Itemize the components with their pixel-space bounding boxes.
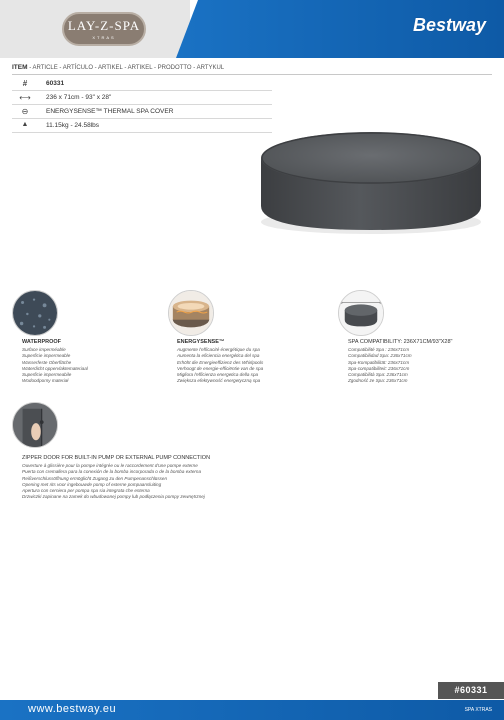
- feature-line: Apertura con cerniera per pompa spa sia integrata che esterna: [22, 488, 150, 494]
- feature-line: Aumenta la eficiencia energética del spa: [177, 353, 260, 359]
- spec-code: 60331: [46, 80, 65, 87]
- spec-weight: 11.15kg - 24.58lbs: [46, 122, 99, 129]
- feature-lines: [177, 347, 327, 385]
- spa-compatibility-thumbnail: [338, 290, 384, 336]
- logo-name: LAY-Z-SPA: [67, 18, 141, 33]
- feature-line: Wasserfeste Oberfläche: [22, 359, 72, 365]
- feature-waterproof: [22, 339, 162, 385]
- feature-line: Spa-compatibiliteit: 236x71cm: [348, 365, 410, 371]
- feature-lines: [348, 347, 498, 385]
- feature-line: Puerta con cremallera para la conexión de la bomba incorporada o de la bomba externa: [22, 469, 202, 475]
- feature-line: Spa-Kompatibilität: 236x71cm: [348, 359, 410, 365]
- feature-line: Reißverschlussöffnung ermöglicht Zugang zu den Pumpenanschlüssen: [22, 475, 168, 481]
- waterproof-thumbnail: [12, 290, 58, 336]
- bestway-logo: [413, 15, 486, 36]
- feature-line: Superficie impermeable: [22, 353, 71, 359]
- feature-line: Wodoodporny materiał: [22, 378, 69, 384]
- feature-line: Compatibilità Spa: 236x71cm: [348, 372, 408, 378]
- spa-cover-image: [258, 130, 484, 236]
- feature-line: Zwiększa efektywność energetyczną spa: [177, 378, 261, 384]
- feature-line: Waterdicht oppervlaktemateriaal: [22, 365, 88, 371]
- feature-line: Surface imperméable: [22, 347, 66, 352]
- page-header: [0, 0, 504, 58]
- feature-zipper-door: [22, 455, 322, 501]
- hash-icon: #: [22, 79, 28, 88]
- feature-line: Drzwiczki zapinane na zamek do wbudowanej pompy lub podłączenia pompy zewnętrznej: [22, 494, 205, 500]
- spec-row-dimensions: [12, 91, 272, 105]
- item-translations: - ARTICLE - ARTÍCULO - ARTIKEL - ARTIKEL - PRODOTTO - ARTYKUL: [27, 65, 225, 71]
- footer-label: SPA XTRAS: [464, 707, 492, 713]
- feature-line: Augmente l'efficacité énergétique du spa: [177, 347, 260, 352]
- lay-z-spa-logo: [62, 12, 146, 46]
- spec-row-description: [12, 105, 272, 119]
- zipper-door-thumbnail: [12, 402, 58, 448]
- feature-title: SPA COMPATIBILITY: 236X71CM/93"X28": [348, 339, 453, 345]
- feature-line: Migliora l'efficienza energetica della spa: [177, 372, 259, 378]
- feature-title: ENERGYSENSE™: [177, 339, 225, 345]
- footer-website-link[interactable]: www.bestway.eu: [28, 703, 117, 715]
- feature-line: Compatibilidad Spa: 236x71cm: [348, 353, 412, 359]
- feature-spa-compatibility: [348, 339, 498, 385]
- item-label: ITEM: [12, 64, 28, 71]
- logo-sub: XTRAS: [92, 35, 116, 40]
- spec-row-code: [12, 77, 272, 91]
- spec-row-weight: [12, 119, 272, 133]
- feature-line: Erhöht die Energieeffizienz des Whirlpools: [177, 359, 264, 365]
- feature-line: Superficie impermeabile: [22, 372, 72, 378]
- feature-line: Ouverture à glissière pour la pompe intégrée ou le raccordement d'une pompe externe: [22, 463, 198, 468]
- feature-energysense: [177, 339, 327, 385]
- feature-line: Opening met rits voor ingebouwde pomp of externe pompaansluiting: [22, 481, 162, 487]
- energy-sense-icon: ⊖: [21, 107, 29, 116]
- feature-line: Zgodność ze Spa: 236x71cm: [348, 378, 408, 384]
- product-code-badge: #60331: [438, 682, 504, 699]
- spec-description: ENERGYSENSE™ THERMAL SPA COVER: [46, 108, 174, 115]
- feature-title: WATERPROOF: [22, 339, 62, 345]
- feature-lines: [22, 347, 162, 385]
- energysense-thumbnail: [168, 290, 214, 336]
- spec-dimensions: 236 x 71cm - 93" x 28": [46, 94, 112, 101]
- dimension-arrows-icon: ⟷: [19, 93, 31, 102]
- bestway-logo-text: Bestway: [412, 15, 486, 35]
- feature-line: Compatibilité Spa : 236x71cm: [348, 347, 410, 352]
- weight-icon: ▲: [21, 121, 29, 128]
- feature-title: ZIPPER DOOR FOR BUILT-IN PUMP OR EXTERNAL PUMP CONNECTION: [22, 455, 211, 461]
- item-header: [12, 64, 492, 75]
- feature-line: Verhoogt de energie-efficiëntie van de spa: [177, 365, 264, 371]
- feature-lines: [22, 463, 322, 501]
